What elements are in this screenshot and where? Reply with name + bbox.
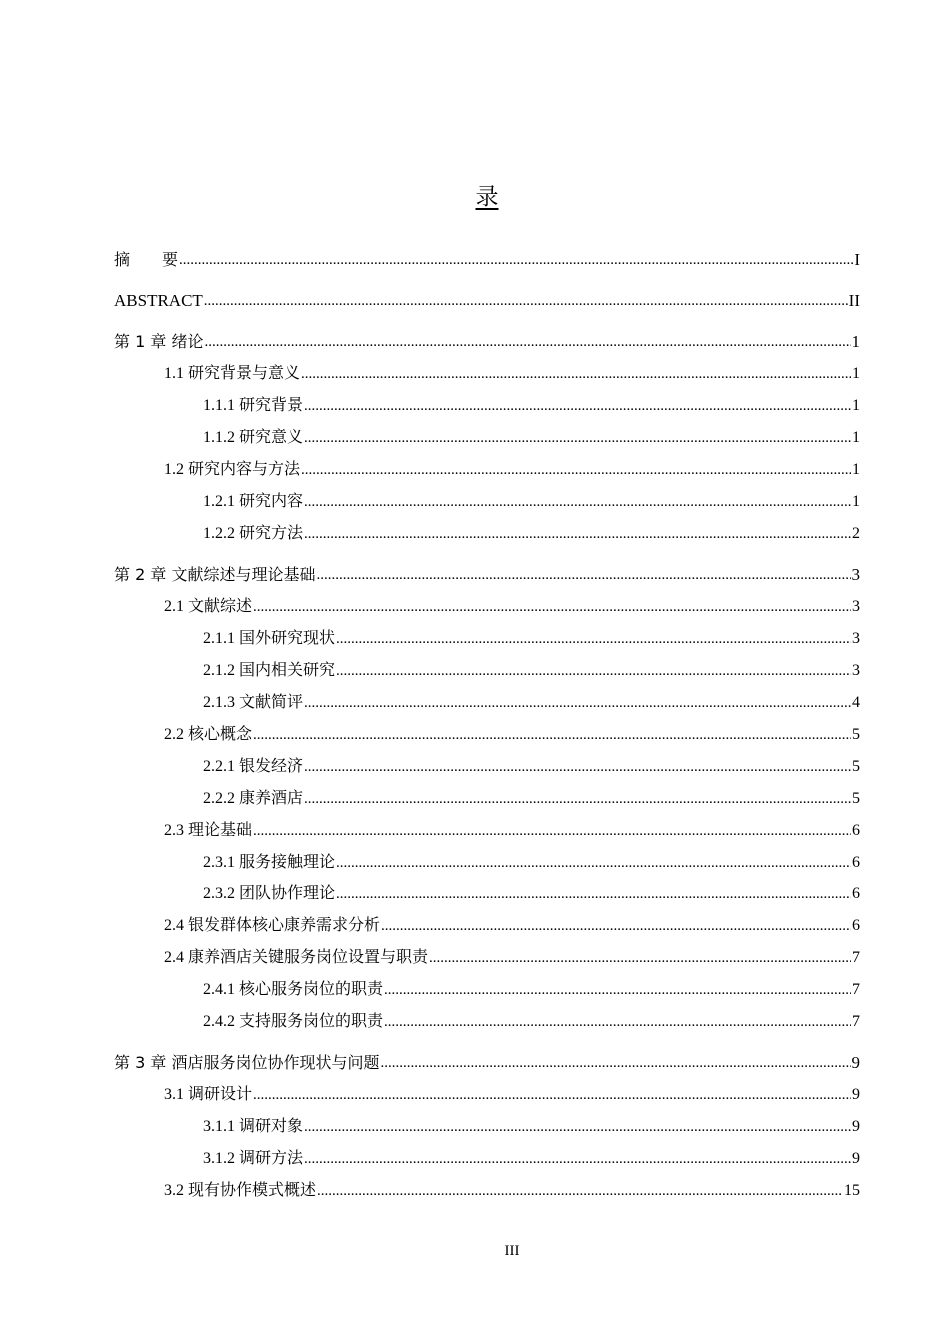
toc-leader-dots: [429, 948, 851, 968]
toc-leader-dots: [316, 565, 850, 585]
toc-leader-dots: [304, 757, 851, 777]
toc-leader-dots: [384, 1012, 851, 1032]
toc-entry-chapter-3[interactable]: [114, 1053, 860, 1073]
toc-entry-page: 6: [852, 854, 860, 871]
toc-entry-label: 第 1 章 绪论: [114, 332, 204, 351]
toc-entry-subsection[interactable]: [203, 693, 860, 713]
toc-entry-section[interactable]: [164, 597, 860, 617]
toc-leader-dots: [304, 524, 851, 544]
toc-entry-page: 9: [852, 1086, 860, 1103]
toc-entry-page: 6: [852, 822, 860, 839]
toc-entry-abstract-en[interactable]: [114, 291, 860, 311]
toc-entry-label: 2.3 理论基础: [164, 822, 253, 839]
toc-entry-page: 5: [852, 758, 860, 775]
toc-entry-page: 1: [852, 493, 860, 510]
toc-entry-chapter-1[interactable]: [114, 332, 860, 352]
toc-entry-page: 3: [852, 662, 860, 679]
toc-entry-subsection[interactable]: [203, 428, 860, 448]
toc-entry-page: 5: [852, 726, 860, 743]
toc-entry-page: 3: [852, 630, 860, 647]
toc-entry-page: 1: [852, 461, 860, 478]
toc-entry-page: 6: [852, 917, 860, 934]
toc-entry-label: 2.2.2 康养酒店: [203, 790, 304, 807]
toc-entry-page: 5: [852, 790, 860, 807]
toc-entry-page: 1: [852, 429, 860, 446]
toc-leader-dots: [304, 428, 851, 448]
toc-entry-page: 7: [852, 1013, 860, 1030]
toc-entry-section[interactable]: [164, 1085, 860, 1105]
toc-leader-dots: [317, 1181, 843, 1201]
page-number-footer: III: [504, 1243, 520, 1259]
toc-leader-dots: [380, 1053, 850, 1073]
toc-entry-subsection[interactable]: [203, 789, 860, 809]
toc-entry-label: 第 3 章 酒店服务岗位协作现状与问题: [114, 1053, 380, 1072]
toc-entry-page: 9: [852, 1118, 860, 1135]
toc-leader-dots: [301, 364, 851, 384]
toc-entry-page: 7: [852, 949, 860, 966]
toc-entry-page: 9: [851, 1053, 860, 1072]
toc-entry-page: 4: [852, 694, 860, 711]
toc-leader-dots: [179, 250, 853, 270]
toc-entry-subsection[interactable]: [203, 1012, 860, 1032]
toc-leader-dots: [304, 492, 851, 512]
toc-entry-subsection[interactable]: [203, 853, 860, 873]
toc-entry-subsection[interactable]: [203, 1149, 860, 1169]
toc-entry-section[interactable]: [164, 725, 860, 745]
toc-entry-label: 1.1.2 研究意义: [203, 429, 304, 446]
toc-entry-page: 7: [852, 981, 860, 998]
toc-leader-dots: [336, 884, 851, 904]
toc-leader-dots: [304, 693, 851, 713]
toc-leader-dots: [253, 821, 851, 841]
toc-entry-label: 2.1.1 国外研究现状: [203, 630, 336, 647]
toc-leader-dots: [253, 1085, 851, 1105]
toc-entry-label: 3.2 现有协作模式概述: [164, 1182, 317, 1199]
toc-entry-page: 15: [844, 1182, 860, 1199]
toc-entry-subsection[interactable]: [203, 980, 860, 1000]
toc-leader-dots: [336, 629, 851, 649]
toc-entry-label: 3.1.2 调研方法: [203, 1150, 304, 1167]
toc-leader-dots: [204, 332, 850, 352]
toc-entry-subsection[interactable]: [203, 396, 860, 416]
toc-entry-page: II: [848, 291, 860, 310]
toc-entry-subsection[interactable]: [203, 884, 860, 904]
toc-leader-dots: [336, 661, 851, 681]
toc-entry-section[interactable]: [164, 948, 860, 968]
toc-entry-label: 第 2 章 文献综述与理论基础: [114, 565, 316, 584]
toc-entry-page: 3: [851, 565, 860, 584]
toc-entry-label: 2.4.2 支持服务岗位的职责: [203, 1013, 384, 1030]
toc-entry-page: 9: [852, 1150, 860, 1167]
toc-entry-page: 6: [852, 885, 860, 902]
toc-entry-page: 1: [852, 397, 860, 414]
toc-leader-dots: [304, 1117, 851, 1137]
toc-title: 录: [475, 184, 499, 210]
toc-entry-label: 2.1.2 国内相关研究: [203, 662, 336, 679]
toc-leader-dots: [304, 1149, 851, 1169]
toc-entry-label: 2.2.1 银发经济: [203, 758, 304, 775]
toc-entry-abstract-cn[interactable]: [114, 250, 860, 270]
toc-leader-dots: [301, 460, 851, 480]
toc-entry-label: 2.3.1 服务接触理论: [203, 854, 336, 871]
toc-entry-label: 1.2.2 研究方法: [203, 525, 304, 542]
toc-leader-dots: [253, 597, 851, 617]
toc-entry-page: I: [854, 250, 860, 269]
toc-leader-dots: [204, 291, 848, 311]
toc-leader-dots: [304, 396, 851, 416]
toc-entry-label: 3.1.1 调研对象: [203, 1118, 304, 1135]
toc-entry-subsection[interactable]: [203, 629, 860, 649]
toc-entry-label: 1.1 研究背景与意义: [164, 365, 301, 382]
toc-leader-dots: [253, 725, 851, 745]
toc-entry-label: 摘 要: [114, 250, 179, 269]
toc-entry-label: 2.1.3 文献简评: [203, 694, 304, 711]
toc-entry-subsection[interactable]: [203, 1117, 860, 1137]
toc-entry-section[interactable]: [164, 916, 860, 936]
toc-entry-label: 1.1.1 研究背景: [203, 397, 304, 414]
toc-leader-dots: [384, 980, 851, 1000]
toc-entry-label: 2.1 文献综述: [164, 598, 253, 615]
toc-leader-dots: [381, 916, 851, 936]
toc-entry-subsection[interactable]: [203, 524, 860, 544]
toc-entry-page: 1: [852, 365, 860, 382]
toc-entry-label: 1.2 研究内容与方法: [164, 461, 301, 478]
toc-leader-dots: [304, 789, 851, 809]
toc-entry-label: 1.2.1 研究内容: [203, 493, 304, 510]
toc-entry-label: 2.4 银发群体核心康养需求分析: [164, 917, 381, 934]
toc-entry-label: 2.4 康养酒店关键服务岗位设置与职责: [164, 949, 429, 966]
toc-entry-section[interactable]: [164, 821, 860, 841]
toc-entry-subsection[interactable]: [203, 661, 860, 681]
toc-entry-label: 3.1 调研设计: [164, 1086, 253, 1103]
toc-entry-page: 2: [852, 525, 860, 542]
toc-entry-page: 3: [852, 598, 860, 615]
toc-entry-section[interactable]: [164, 1181, 860, 1201]
toc-entry-chapter-2[interactable]: [114, 565, 860, 585]
toc-entry-label: 2.2 核心概念: [164, 726, 253, 743]
toc-entry-page: 1: [851, 332, 860, 351]
toc-entry-label: 2.3.2 团队协作理论: [203, 885, 336, 902]
toc-leader-dots: [336, 853, 851, 873]
toc-entry-section[interactable]: [164, 460, 860, 480]
toc-entry-subsection[interactable]: [203, 757, 860, 777]
toc-entry-subsection[interactable]: [203, 492, 860, 512]
toc-entry-label: ABSTRACT: [114, 291, 203, 310]
toc-entry-label: 2.4.1 核心服务岗位的职责: [203, 981, 384, 998]
toc-entry-section[interactable]: [164, 364, 860, 384]
